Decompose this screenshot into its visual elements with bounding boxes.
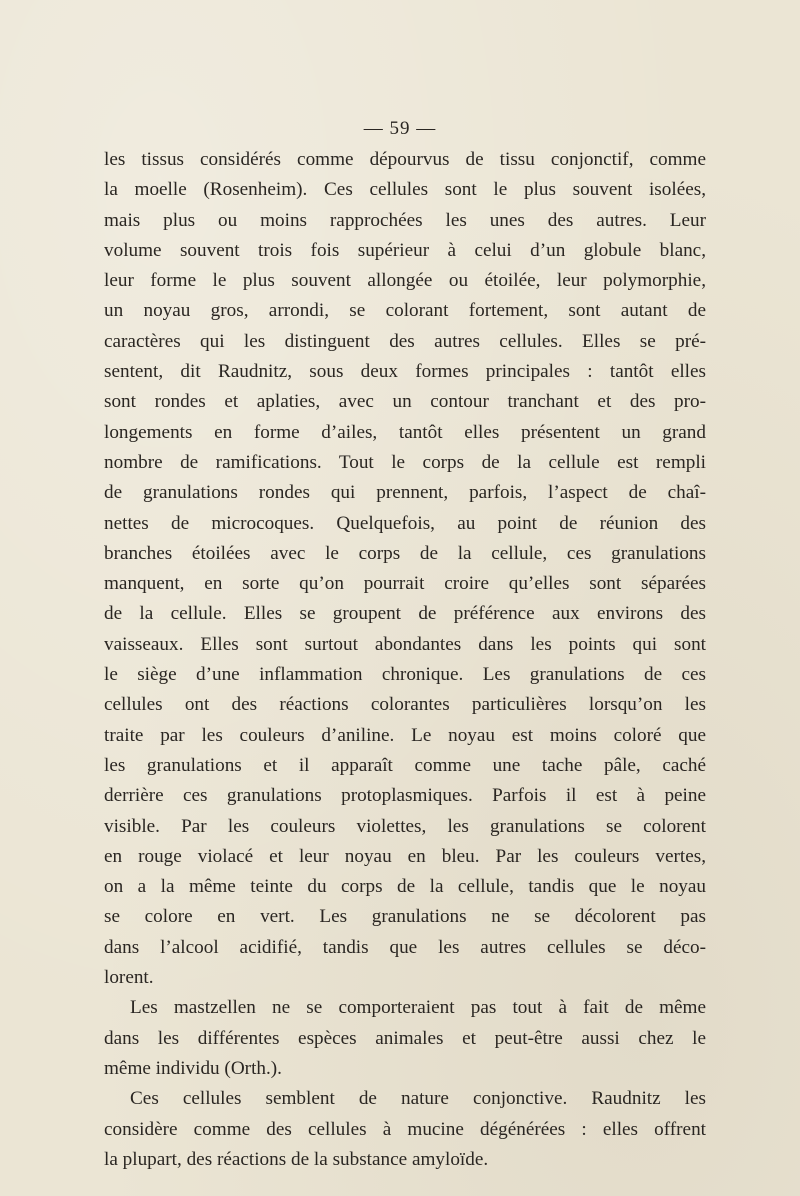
paragraph-start-line: Ces cellules semblent de nature conjonctive. Raudnitz les	[130, 1088, 706, 1110]
page-number: — 59 —	[363, 118, 437, 139]
text-line: les tissus considérés comme dépourvus de tissu conjonctif, comme	[104, 149, 706, 170]
text-line: un noyau gros, arrondi, se colorant fortement, sont autant de	[104, 300, 706, 322]
text-line: volume souvent trois fois supérieur à celui d’un globule blanc,	[104, 239, 706, 261]
text-line: lorent.	[104, 967, 154, 989]
text-line: sentent, dit Raudnitz, sous deux formes principales : tantôt elles	[104, 361, 706, 383]
text-line: la plupart, des réactions de la substance amyloïde.	[104, 1148, 489, 1170]
text-line: mais plus ou moins rapprochées les unes des autres. Leur	[104, 209, 706, 231]
text-line: se colore en vert. Les granulations ne se décolorent pas	[104, 906, 706, 928]
text-line: même individu (Orth.).	[104, 1057, 282, 1079]
text-line: sont rondes et aplaties, avec un contour tranchant et des pro-	[104, 391, 706, 413]
text-line: le siège d’une inflammation chronique. Les granulations de ces	[104, 664, 706, 686]
text-line: cellules ont des réactions colorantes particulières lorsqu’on les	[104, 694, 706, 716]
body-text	[104, 145, 706, 1175]
text-line: la moelle (Rosenheim). Ces cellules sont le plus souvent isolées,	[104, 179, 706, 201]
text-line: leur forme le plus souvent allongée ou étoilée, leur polymorphie,	[104, 270, 706, 292]
text-line: nettes de microcoques. Quelquefois, au point de réunion des	[104, 512, 706, 534]
text-line: dans l’alcool acidifié, tandis que les autres cellules se déco-	[104, 936, 706, 958]
text-line: manquent, en sorte qu’on pourrait croire qu’elles sont séparées	[104, 573, 706, 595]
text-line: considère comme des cellules à mucine dégénérées : elles offrent	[104, 1118, 706, 1140]
text-line: longements en forme d’ailes, tantôt elles présentent un grand	[104, 421, 706, 443]
text-line: dans les différentes espèces animales et peut-être aussi chez le	[104, 1027, 706, 1049]
text-line: on a la même teinte du corps de la cellule, tandis que le noyau	[104, 876, 706, 898]
text-line: derrière ces granulations protoplasmiques. Parfois il est à peine	[104, 785, 706, 807]
text-line: nombre de ramifications. Tout le corps de la cellule est rempli	[104, 451, 706, 473]
text-line: traite par les couleurs d’aniline. Le noyau est moins coloré que	[104, 724, 706, 746]
text-line: en rouge violacé et leur noyau en bleu. Par les couleurs vertes,	[104, 845, 706, 867]
text-line: branches étoilées avec le corps de la cellule, ces granulations	[104, 542, 706, 564]
text-line: les granulations et il apparaît comme une tache pâle, caché	[104, 754, 706, 776]
text-line: de granulations rondes qui prennent, parfois, l’aspect de chaî-	[104, 482, 706, 504]
text-line: visible. Par les couleurs violettes, les granulations se colorent	[104, 815, 706, 837]
text-line: caractères qui les distinguent des autres cellules. Elles se pré-	[104, 330, 706, 352]
paragraph-start-line: Les mastzellen ne se comporteraient pas tout à fait de même	[130, 997, 706, 1019]
text-line: de la cellule. Elles se groupent de préférence aux environs des	[104, 603, 706, 625]
text-line: vaisseaux. Elles sont surtout abondantes dans les points qui sont	[104, 633, 706, 655]
